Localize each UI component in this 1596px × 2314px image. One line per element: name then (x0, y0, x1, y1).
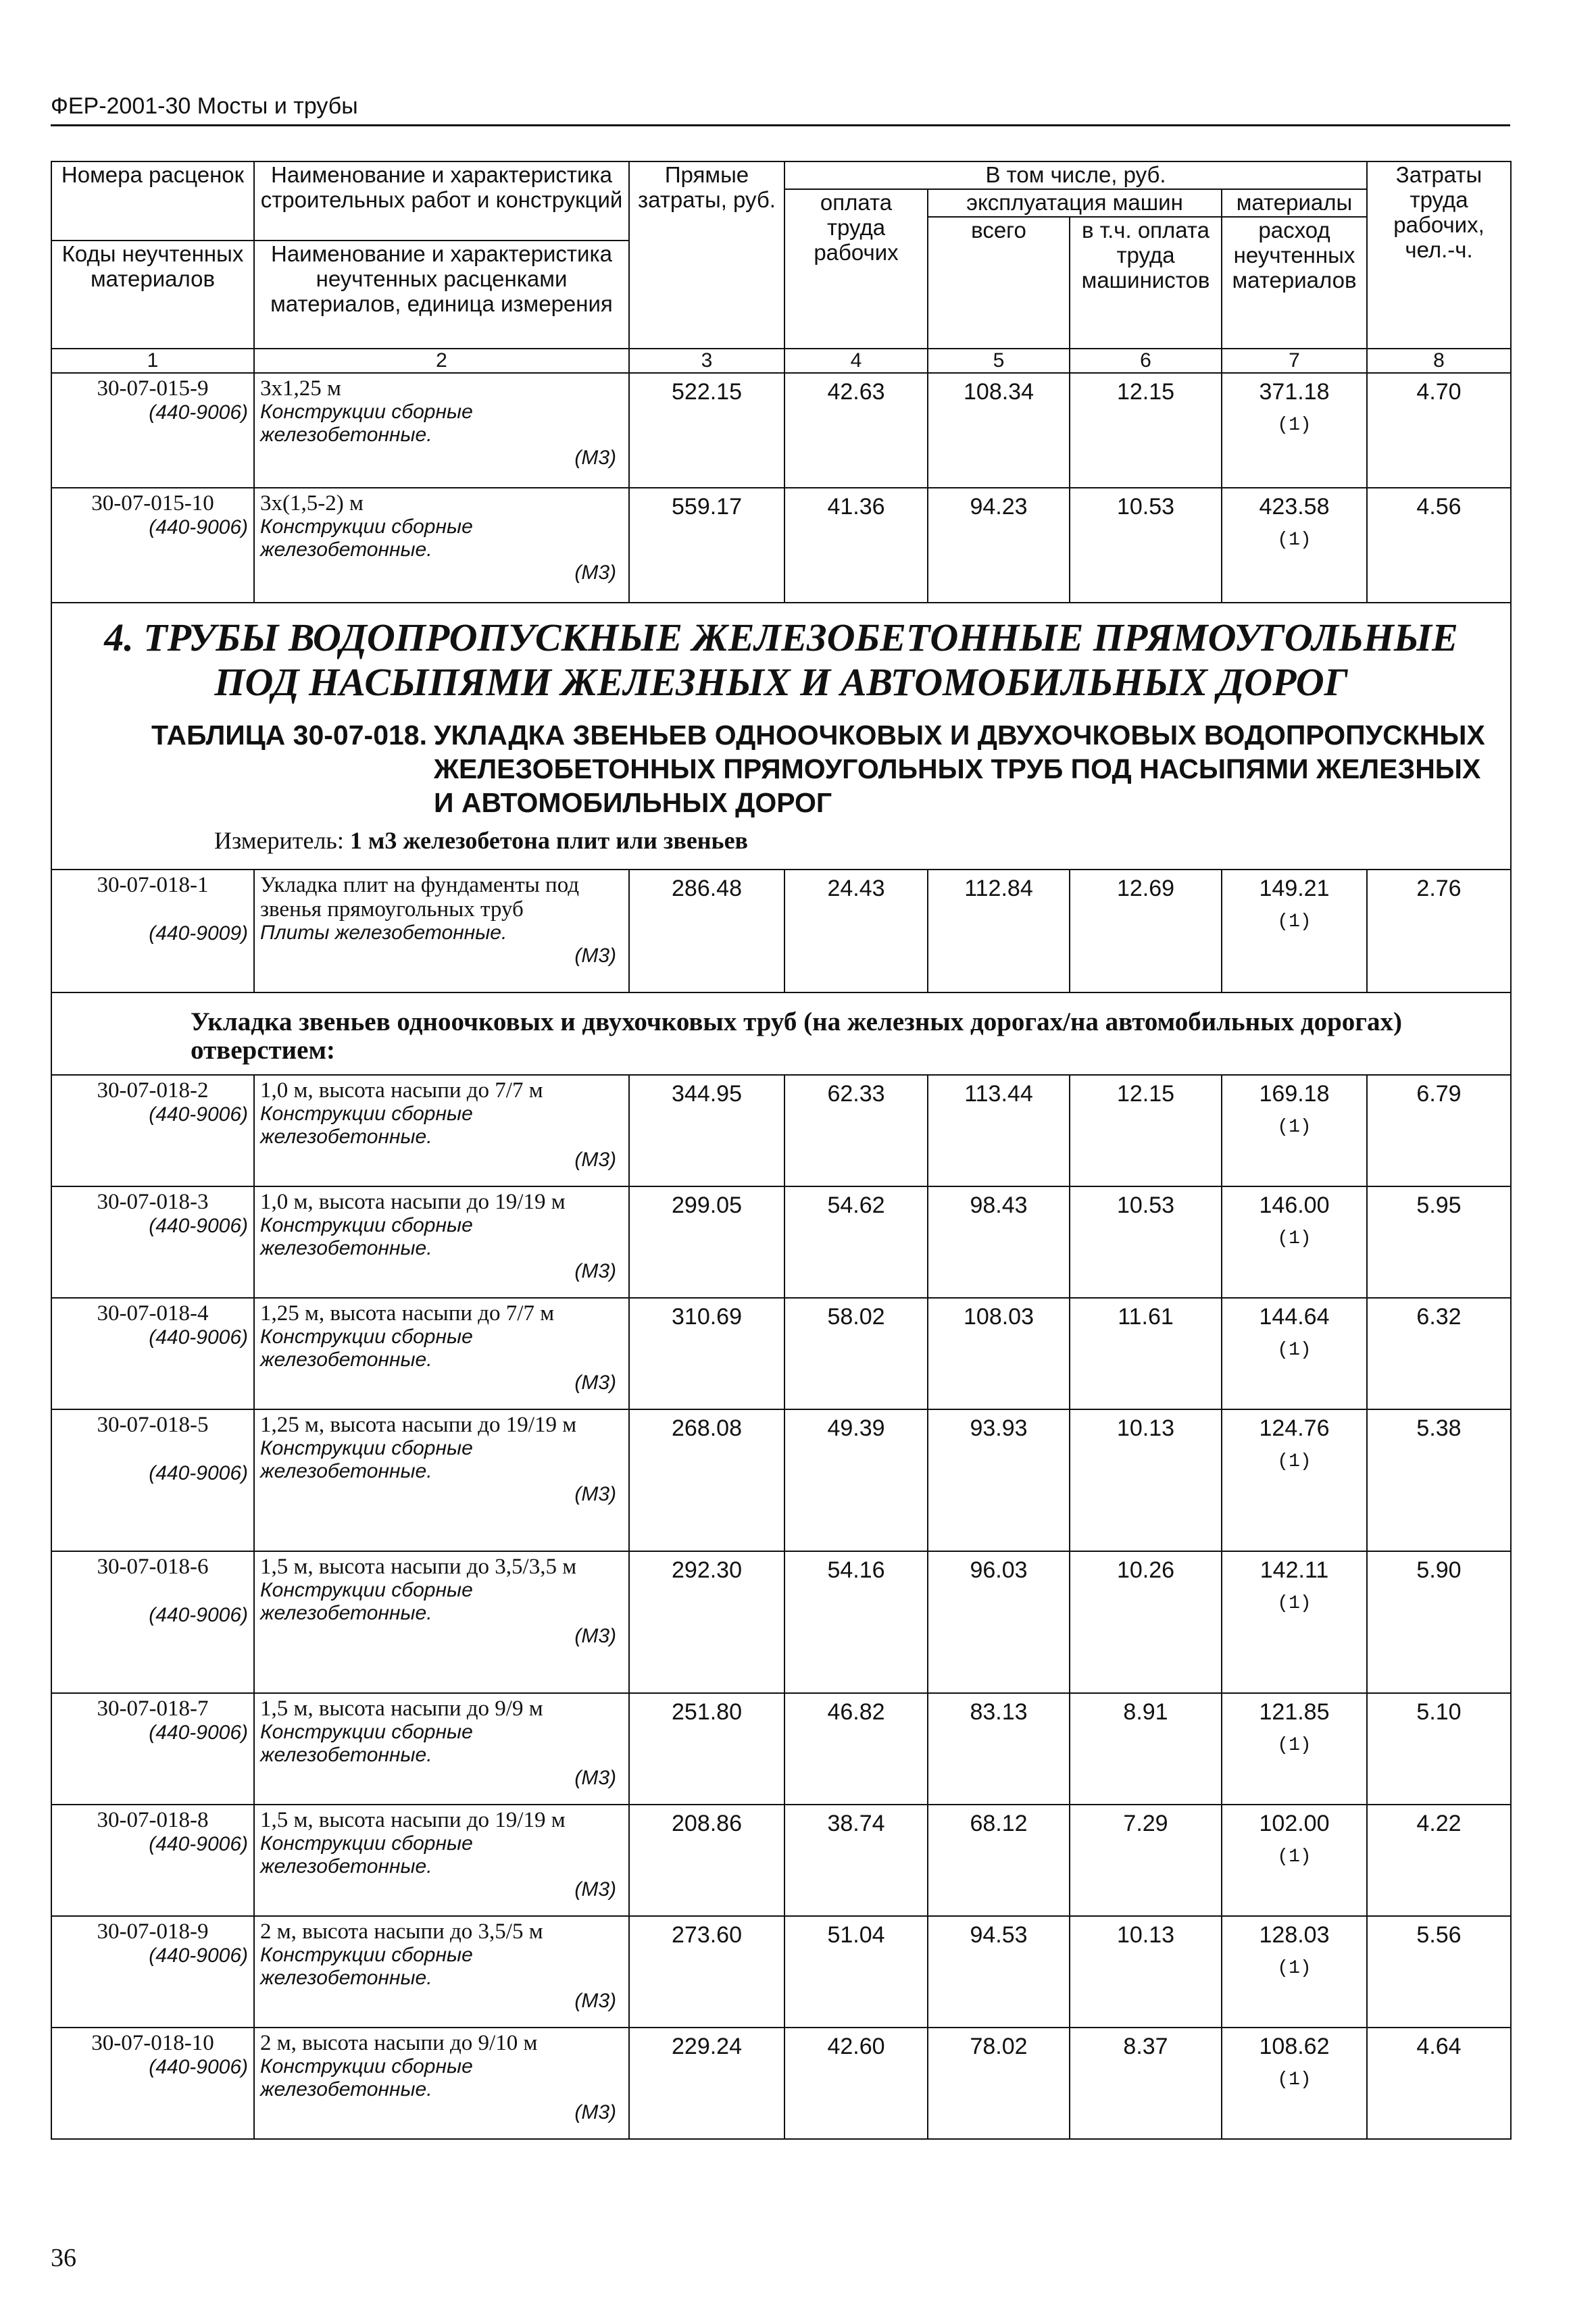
rate-row (51, 1551, 1511, 1693)
section-title: 4. ТРУБЫ ВОДОПРОПУСКНЫЕ ЖЕЛЕЗОБЕТОННЫЕ ПРЯМОУГОЛЬНЫЕ ПОД НАСЫПЯМИ ЖЕЛЕЗНЫХ И АВТОМОБИЛЬНЫХ ДОРОГ (104, 615, 1458, 704)
work-description-cell (254, 373, 629, 488)
measure-line (52, 826, 1510, 855)
rate-code: 30-07-018-10 (91, 2031, 214, 2055)
rate-code-cell (51, 2028, 254, 2139)
unit: (М3) (574, 447, 616, 469)
machines-total: 83.13 (928, 1693, 1070, 1805)
materials-cell (1222, 2028, 1367, 2139)
labor-pay: 62.33 (784, 1075, 928, 1186)
material-code: (440-9006) (149, 2056, 248, 2078)
rates-table (51, 161, 1512, 2140)
rate-code: 30-07-018-9 (97, 1919, 209, 1944)
section-heading-cell (51, 603, 1511, 870)
column-number-8: 8 (1367, 349, 1511, 373)
measure-value: 1 м3 железобетона плит или звеньев (349, 827, 748, 854)
header-labor-hours: Затраты труда рабочих, чел.-ч. (1367, 161, 1511, 349)
labor-hours: 4.56 (1367, 488, 1511, 603)
column-number-4: 4 (784, 349, 928, 373)
work-description-cell (254, 1409, 629, 1551)
rate-row (51, 1186, 1511, 1298)
material-quantity: (1) (1277, 530, 1312, 551)
direct-costs: 559.17 (629, 488, 784, 603)
material-name: Конструкции сборные железобетонные. (260, 1721, 473, 1766)
page-number: 36 (51, 2244, 76, 2272)
machinist-pay: 12.15 (1070, 1075, 1222, 1186)
rate-row (51, 373, 1511, 488)
material-code: (440-9006) (149, 1604, 248, 1626)
column-number-5: 5 (928, 349, 1070, 373)
labor-hours: 5.56 (1367, 1916, 1511, 2028)
materials-cell (1222, 1805, 1367, 1916)
material-quantity: (1) (1277, 1117, 1312, 1138)
column-numbers-row (51, 349, 1511, 373)
materials-cell (1222, 1075, 1367, 1186)
machines-total: 108.03 (928, 1298, 1070, 1409)
rate-code: 30-07-018-6 (97, 1555, 209, 1579)
rate-code-cell (51, 1186, 254, 1298)
work-description-cell (254, 2028, 629, 2139)
material-name: Конструкции сборные железобетонные. (260, 401, 473, 446)
unit: (М3) (574, 1260, 616, 1282)
rate-row (51, 1693, 1511, 1805)
header-machines: эксплуатация машин (928, 189, 1222, 217)
materials-cell (1222, 870, 1367, 992)
work-description-cell (254, 1186, 629, 1298)
materials-cell (1222, 1186, 1367, 1298)
materials-cost: 169.18 (1259, 1081, 1330, 1107)
materials-cost: 371.18 (1259, 379, 1330, 405)
rate-row (51, 1805, 1511, 1916)
rate-row (51, 1075, 1511, 1186)
material-quantity: (1) (1277, 911, 1312, 932)
table-number: ТАБЛИЦА 30-07-018. (151, 720, 427, 751)
labor-hours: 4.64 (1367, 2028, 1511, 2139)
material-code: (440-9006) (149, 401, 248, 424)
work-description: 1,0 м, высота насыпи до 19/19 м (260, 1190, 566, 1214)
machinist-pay: 10.53 (1070, 488, 1222, 603)
materials-cost: 128.03 (1259, 1922, 1330, 1948)
machines-total: 113.44 (928, 1075, 1070, 1186)
table-title-text: УКЛАДКА ЗВЕНЬЕВ ОДНООЧКОВЫХ И ДВУХОЧКОВЫХ ВОДОПРОПУСКНЫХ ЖЕЛЕЗОБЕТОННЫХ ПРЯМОУГОЛЬНЫХ ТРУБ ПОД НАСЫПЯМИ ЖЕЛЕЗНЫХ И АВТОМОБИЛЬНЫХ ДОРОГ (434, 720, 1485, 818)
machines-total: 98.43 (928, 1186, 1070, 1298)
rate-code: 30-07-018-4 (97, 1301, 209, 1326)
machinist-pay: 10.26 (1070, 1551, 1222, 1693)
direct-costs: 273.60 (629, 1916, 784, 2028)
unit: (М3) (574, 945, 616, 967)
material-code: (440-9006) (149, 1326, 248, 1349)
unit: (М3) (574, 1625, 616, 1647)
column-number-1: 1 (51, 349, 254, 373)
machinist-pay: 10.13 (1070, 1916, 1222, 2028)
materials-cost: 108.62 (1259, 2034, 1330, 2059)
rate-code-cell (51, 1075, 254, 1186)
measure-label: Измеритель: (214, 827, 344, 854)
material-quantity: (1) (1277, 1735, 1312, 1756)
machinist-pay: 10.53 (1070, 1186, 1222, 1298)
unit: (М3) (574, 1483, 616, 1505)
material-quantity: (1) (1277, 2069, 1312, 2090)
material-code: (440-9006) (149, 1462, 248, 1484)
material-quantity: (1) (1277, 1228, 1312, 1249)
direct-costs: 251.80 (629, 1693, 784, 1805)
material-name: Конструкции сборные железобетонные. (260, 515, 473, 561)
work-description: 3х(1,5-2) м (260, 491, 364, 515)
column-number-6: 6 (1070, 349, 1222, 373)
machines-total: 112.84 (928, 870, 1070, 992)
labor-pay: 49.39 (784, 1409, 928, 1551)
labor-hours: 5.90 (1367, 1551, 1511, 1693)
rate-code: 30-07-018-8 (97, 1808, 209, 1832)
rate-code-cell (51, 488, 254, 603)
machinist-pay: 7.29 (1070, 1805, 1222, 1916)
header-machinist-pay: в т.ч. оплата труда машинистов (1070, 217, 1222, 349)
machinist-pay: 11.61 (1070, 1298, 1222, 1409)
materials-cell (1222, 1298, 1367, 1409)
materials-cell (1222, 1409, 1367, 1551)
header-machines-total: всего (928, 217, 1070, 349)
labor-hours: 5.38 (1367, 1409, 1511, 1551)
labor-pay: 46.82 (784, 1693, 928, 1805)
rate-code: 30-07-018-2 (97, 1078, 209, 1103)
material-code: (440-9006) (149, 1833, 248, 1855)
direct-costs: 268.08 (629, 1409, 784, 1551)
header-including: В том числе, руб. (784, 161, 1367, 189)
materials-cost: 102.00 (1259, 1811, 1330, 1836)
unit: (М3) (574, 1149, 616, 1171)
work-description: 2 м, высота насыпи до 3,5/5 м (260, 1919, 543, 1944)
work-description-cell (254, 1805, 629, 1916)
header-work-description: Наименование и характеристика строительных работ и конструкций (254, 161, 629, 241)
material-quantity: (1) (1277, 1958, 1312, 1979)
work-description: 2 м, высота насыпи до 9/10 м (260, 2031, 538, 2055)
material-code: (440-9006) (149, 516, 248, 538)
subheading: Укладка звеньев одноочковых и двухочковых труб (на железных дорогах/на автомобильных дорогах) отверстием: (51, 992, 1511, 1075)
material-name: Конструкции сборные железобетонные. (260, 1103, 473, 1148)
labor-pay: 42.60 (784, 2028, 928, 2139)
materials-cost: 144.64 (1259, 1304, 1330, 1330)
unit: (М3) (574, 561, 616, 584)
labor-pay: 51.04 (784, 1916, 928, 2028)
labor-hours: 4.70 (1367, 373, 1511, 488)
rate-row (51, 488, 1511, 603)
material-name: Конструкции сборные железобетонные. (260, 1944, 473, 1989)
column-number-3: 3 (629, 349, 784, 373)
rate-code: 30-07-018-3 (97, 1190, 209, 1214)
material-code: (440-9006) (149, 1215, 248, 1237)
material-quantity: (1) (1277, 1846, 1312, 1867)
machinist-pay: 8.37 (1070, 2028, 1222, 2139)
material-quantity: (1) (1277, 1451, 1312, 1472)
machinist-pay: 12.15 (1070, 373, 1222, 488)
direct-costs: 286.48 (629, 870, 784, 992)
machines-total: 96.03 (928, 1551, 1070, 1693)
material-code: (440-9006) (149, 1944, 248, 1967)
work-description: 1,5 м, высота насыпи до 9/9 м (260, 1696, 543, 1721)
material-name: Конструкции сборные железобетонные. (260, 1437, 473, 1482)
rate-code: 30-07-018-7 (97, 1696, 209, 1721)
rate-row (51, 1298, 1511, 1409)
machines-total: 108.34 (928, 373, 1070, 488)
rate-row (51, 2028, 1511, 2139)
header-direct-costs: Прямые затраты, руб. (629, 161, 784, 349)
rate-code-cell (51, 1409, 254, 1551)
labor-pay: 58.02 (784, 1298, 928, 1409)
material-name: Конструкции сборные железобетонные. (260, 2055, 473, 2101)
header-labor-pay: оплата труда рабочих (784, 189, 928, 349)
unit: (М3) (574, 1990, 616, 2012)
work-description-cell (254, 1298, 629, 1409)
labor-hours: 5.95 (1367, 1186, 1511, 1298)
work-description: 1,5 м, высота насыпи до 19/19 м (260, 1808, 566, 1832)
section-heading-row (51, 603, 1511, 870)
work-description: 1,25 м, высота насыпи до 7/7 м (260, 1301, 555, 1326)
subheading-row (51, 992, 1511, 1075)
rate-code-cell (51, 1298, 254, 1409)
work-description-cell (254, 1916, 629, 2028)
rate-code-cell (51, 373, 254, 488)
direct-costs: 292.30 (629, 1551, 784, 1693)
work-description: 3х1,25 м (260, 376, 341, 401)
material-quantity: (1) (1277, 415, 1312, 436)
rate-code: 30-07-015-9 (97, 376, 209, 401)
materials-cost: 146.00 (1259, 1192, 1330, 1218)
material-code: (440-9009) (149, 922, 248, 945)
header-material-description: Наименование и характеристика неучтенных расценками материалов, единица измерения (254, 241, 629, 349)
column-number-7: 7 (1222, 349, 1367, 373)
work-description: 1,25 м, высота насыпи до 19/19 м (260, 1413, 577, 1437)
running-head: ФЕР-2001-30 Мосты и трубы (51, 93, 358, 119)
material-name: Конструкции сборные железобетонные. (260, 1326, 473, 1371)
machines-total: 93.93 (928, 1409, 1070, 1551)
material-name: Плиты железобетонные. (260, 922, 507, 944)
labor-hours: 6.32 (1367, 1298, 1511, 1409)
material-name: Конструкции сборные железобетонные. (260, 1579, 473, 1624)
labor-pay: 41.36 (784, 488, 928, 603)
material-quantity: (1) (1277, 1340, 1312, 1361)
materials-cost: 121.85 (1259, 1699, 1330, 1725)
rate-row (51, 1409, 1511, 1551)
work-description-cell (254, 1075, 629, 1186)
work-description: 1,5 м, высота насыпи до 3,5/3,5 м (260, 1555, 577, 1579)
direct-costs: 229.24 (629, 2028, 784, 2139)
unit: (М3) (574, 1878, 616, 1901)
unit: (М3) (574, 2101, 616, 2123)
machines-total: 94.23 (928, 488, 1070, 603)
header-material-consumption: расход неучтенных материалов (1222, 217, 1367, 349)
direct-costs: 344.95 (629, 1075, 784, 1186)
work-description: Укладка плит на фундаменты под звенья прямоугольных труб (260, 873, 580, 922)
machinist-pay: 12.69 (1070, 870, 1222, 992)
materials-cost: 423.58 (1259, 494, 1330, 520)
direct-costs: 310.69 (629, 1298, 784, 1409)
machines-total: 68.12 (928, 1805, 1070, 1916)
direct-costs: 299.05 (629, 1186, 784, 1298)
labor-hours: 6.79 (1367, 1075, 1511, 1186)
work-description-cell (254, 870, 629, 992)
labor-pay: 42.63 (784, 373, 928, 488)
header-materials: материалы (1222, 189, 1367, 217)
work-description-cell (254, 488, 629, 603)
work-description-cell (254, 1693, 629, 1805)
column-number-2: 2 (254, 349, 629, 373)
materials-cell (1222, 1693, 1367, 1805)
unit: (М3) (574, 1372, 616, 1394)
machinist-pay: 10.13 (1070, 1409, 1222, 1551)
machinist-pay: 8.91 (1070, 1693, 1222, 1805)
labor-pay: 54.62 (784, 1186, 928, 1298)
direct-costs: 522.15 (629, 373, 784, 488)
machines-total: 94.53 (928, 1916, 1070, 2028)
material-name: Конструкции сборные железобетонные. (260, 1832, 473, 1878)
materials-cost: 124.76 (1259, 1415, 1330, 1441)
header-rate-numbers: Номера расценок (51, 161, 254, 241)
labor-pay: 38.74 (784, 1805, 928, 1916)
rate-row (51, 870, 1511, 992)
rate-code-cell (51, 1693, 254, 1805)
rate-code-cell (51, 870, 254, 992)
materials-cost: 149.21 (1259, 876, 1330, 901)
rate-code: 30-07-018-1 (97, 873, 209, 897)
material-code: (440-9006) (149, 1103, 248, 1126)
header-rule (51, 124, 1510, 126)
unit: (М3) (574, 1767, 616, 1789)
work-description-cell (254, 1551, 629, 1693)
labor-pay: 24.43 (784, 870, 928, 992)
materials-cell (1222, 1916, 1367, 2028)
rate-code: 30-07-015-10 (91, 491, 214, 515)
materials-cell (1222, 488, 1367, 603)
labor-hours: 5.10 (1367, 1693, 1511, 1805)
machines-total: 78.02 (928, 2028, 1070, 2139)
materials-cell (1222, 373, 1367, 488)
work-description: 1,0 м, высота насыпи до 7/7 м (260, 1078, 543, 1103)
rate-row (51, 1916, 1511, 2028)
labor-hours: 4.22 (1367, 1805, 1511, 1916)
rate-code: 30-07-018-5 (97, 1413, 209, 1437)
direct-costs: 208.86 (629, 1805, 784, 1916)
material-name: Конструкции сборные железобетонные. (260, 1214, 473, 1259)
table-title (52, 718, 1510, 820)
materials-cell (1222, 1551, 1367, 1693)
header-material-codes: Коды неучтенных материалов (51, 241, 254, 349)
rate-code-cell (51, 1551, 254, 1693)
materials-cost: 142.11 (1260, 1557, 1329, 1583)
rate-code-cell (51, 1805, 254, 1916)
labor-pay: 54.16 (784, 1551, 928, 1693)
material-quantity: (1) (1277, 1593, 1312, 1614)
labor-hours: 2.76 (1367, 870, 1511, 992)
rate-code-cell (51, 1916, 254, 2028)
material-code: (440-9006) (149, 1721, 248, 1744)
